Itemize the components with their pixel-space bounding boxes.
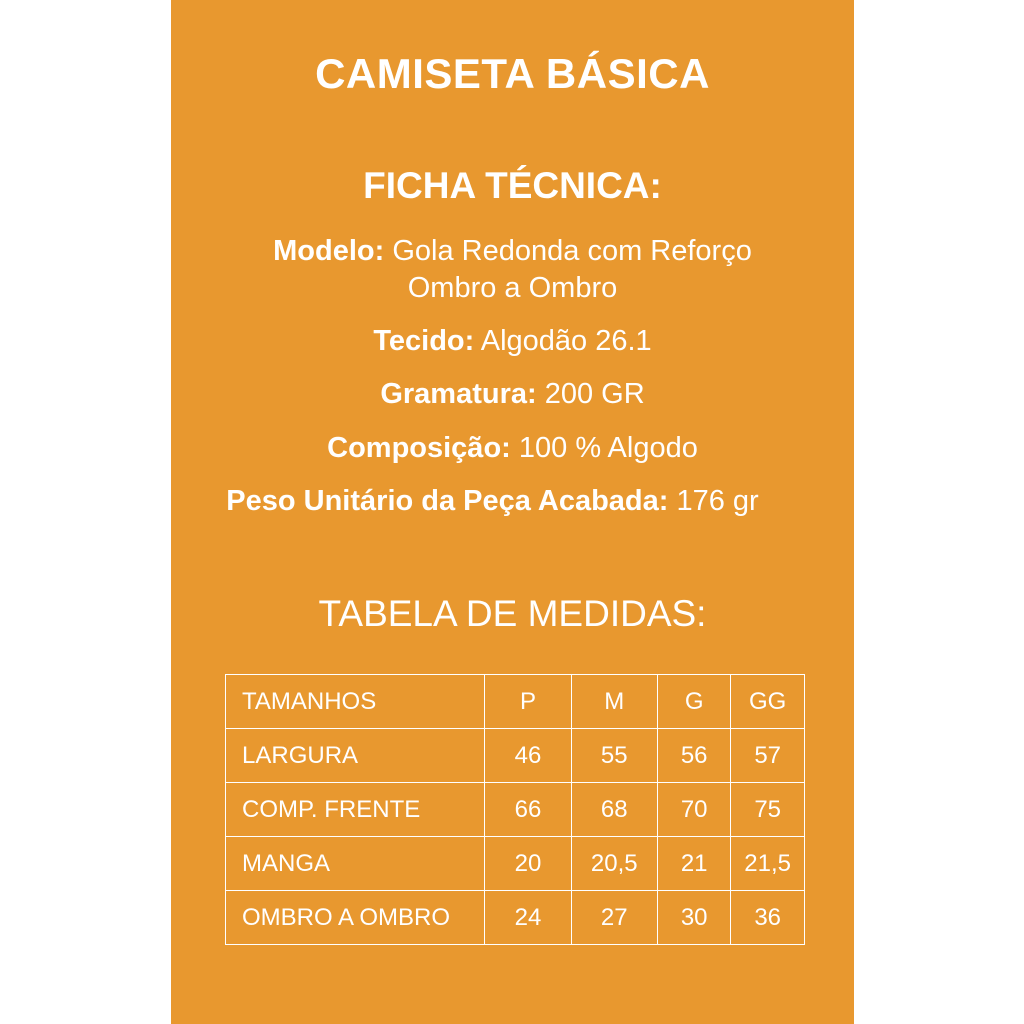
spec-peso — [171, 483, 854, 520]
spec-tecido-label: Tecido: — [373, 325, 475, 357]
spec-composicao — [171, 430, 854, 467]
table-cell: 75 — [731, 783, 805, 837]
spec-composicao-value: 100 % Algodo — [518, 432, 698, 464]
table-header-cell: G — [658, 675, 731, 729]
table-cell: 56 — [658, 729, 731, 783]
table-cell: 27 — [571, 891, 657, 945]
table-header-cell: GG — [731, 675, 805, 729]
spec-gramatura-label: Gramatura: — [380, 378, 537, 410]
table-cell: 20,5 — [571, 837, 657, 891]
table-cell: 20 — [485, 837, 571, 891]
table-header-cell: TAMANHOS — [226, 675, 485, 729]
table-cell: 70 — [658, 783, 731, 837]
table-header-row — [226, 675, 805, 729]
spec-composicao-label: Composição: — [327, 432, 511, 464]
table-header-cell: P — [485, 675, 571, 729]
product-title: CAMISETA BÁSICA — [315, 50, 710, 97]
table-cell: MANGA — [226, 837, 485, 891]
spec-tecido-value: Algodão 26.1 — [480, 325, 652, 357]
table-row — [226, 891, 805, 945]
table-cell: 66 — [485, 783, 571, 837]
spec-modelo-value-line1: Gola Redonda com Reforço — [392, 235, 752, 267]
product-card — [171, 0, 854, 1024]
table-cell: 24 — [485, 891, 571, 945]
spec-heading: FICHA TÉCNICA: — [363, 165, 662, 206]
table-cell: 46 — [485, 729, 571, 783]
table-header-cell: M — [571, 675, 657, 729]
spec-peso-label: Peso Unitário da Peça Acabada: — [226, 485, 669, 517]
spec-tecido — [171, 323, 854, 360]
table-cell: 30 — [658, 891, 731, 945]
table-cell: 55 — [571, 729, 657, 783]
spec-modelo — [171, 233, 854, 307]
size-table — [225, 674, 805, 945]
spec-gramatura-value: 200 GR — [544, 378, 645, 410]
table-cell: COMP. FRENTE — [226, 783, 485, 837]
table-row — [226, 783, 805, 837]
size-table-heading: TABELA DE MEDIDAS: — [318, 593, 707, 634]
table-cell: 57 — [731, 729, 805, 783]
spec-gramatura — [171, 376, 854, 413]
table-row — [226, 837, 805, 891]
table-cell: 21,5 — [731, 837, 805, 891]
table-cell: 36 — [731, 891, 805, 945]
table-cell: LARGURA — [226, 729, 485, 783]
table-cell: 68 — [571, 783, 657, 837]
spec-modelo-value-line2: Ombro a Ombro — [407, 272, 618, 304]
table-cell: 21 — [658, 837, 731, 891]
spec-peso-value: 176 gr — [676, 485, 759, 517]
table-cell: OMBRO A OMBRO — [226, 891, 485, 945]
spec-modelo-label: Modelo: — [273, 235, 385, 267]
table-row — [226, 729, 805, 783]
